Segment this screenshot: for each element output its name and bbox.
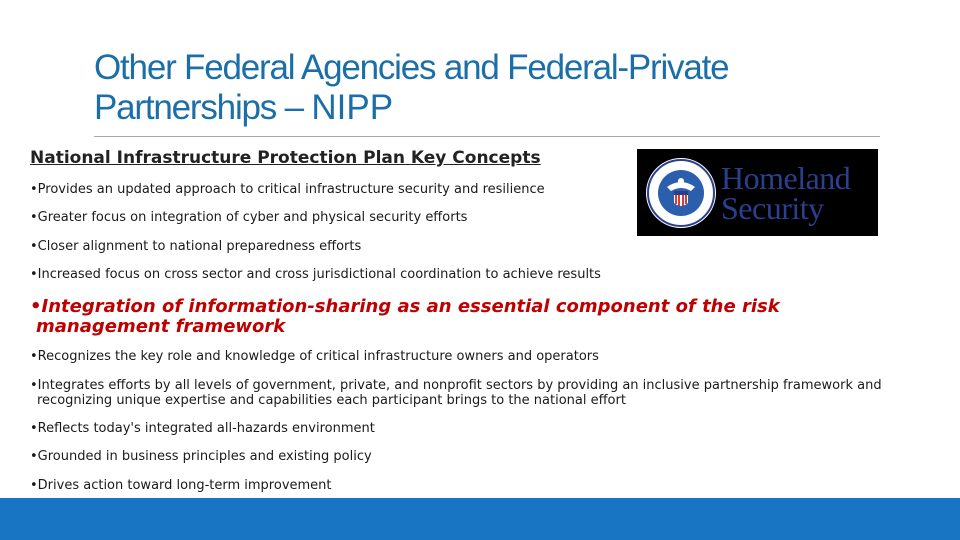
bullet-item: •Increased focus on cross sector and cross jurisdictional coordination to achieve results [30,267,601,282]
title-divider [94,136,880,137]
bullet-item: •Grounded in business principles and existing policy [30,449,372,464]
bullet-item: •Reflects today's integrated all-hazards environment [30,421,375,436]
dhs-wordmark [721,159,851,226]
dhs-wordmark-line1: Homeland [721,159,851,196]
bullet-item: •Provides an updated approach to critical infrastructure security and resilience [30,182,545,197]
bullet-item: •Drives action toward long-term improvement [30,478,332,493]
slide-title-main: Other Federal Agencies and Federal-Private Partnerships – [94,48,729,127]
footer-bar [0,498,960,540]
section-heading: National Infrastructure Protection Plan Key Concepts [30,148,541,168]
slide-title-suffix: NIPP [311,88,394,127]
dhs-logo [637,149,878,236]
highlight-bullet: •Integration of information-sharing as an essential component of the risk management framework [30,296,780,337]
dhs-wordmark-line2: Security [721,189,824,226]
bullet-item: •Closer alignment to national preparedness efforts [30,239,362,254]
slide-title [94,48,914,128]
bullet-item: •Integrates efforts by all levels of government, private, and nonprofit sectors by providing an inclusive partnership framework and recognizing unique expertise and capabilities each participant brings to the national effort [30,378,882,408]
dhs-seal-icon [645,157,717,229]
bullet-item: •Recognizes the key role and knowledge of critical infrastructure owners and operators [30,349,599,364]
bullet-item: •Greater focus on integration of cyber and physical security efforts [30,210,468,225]
